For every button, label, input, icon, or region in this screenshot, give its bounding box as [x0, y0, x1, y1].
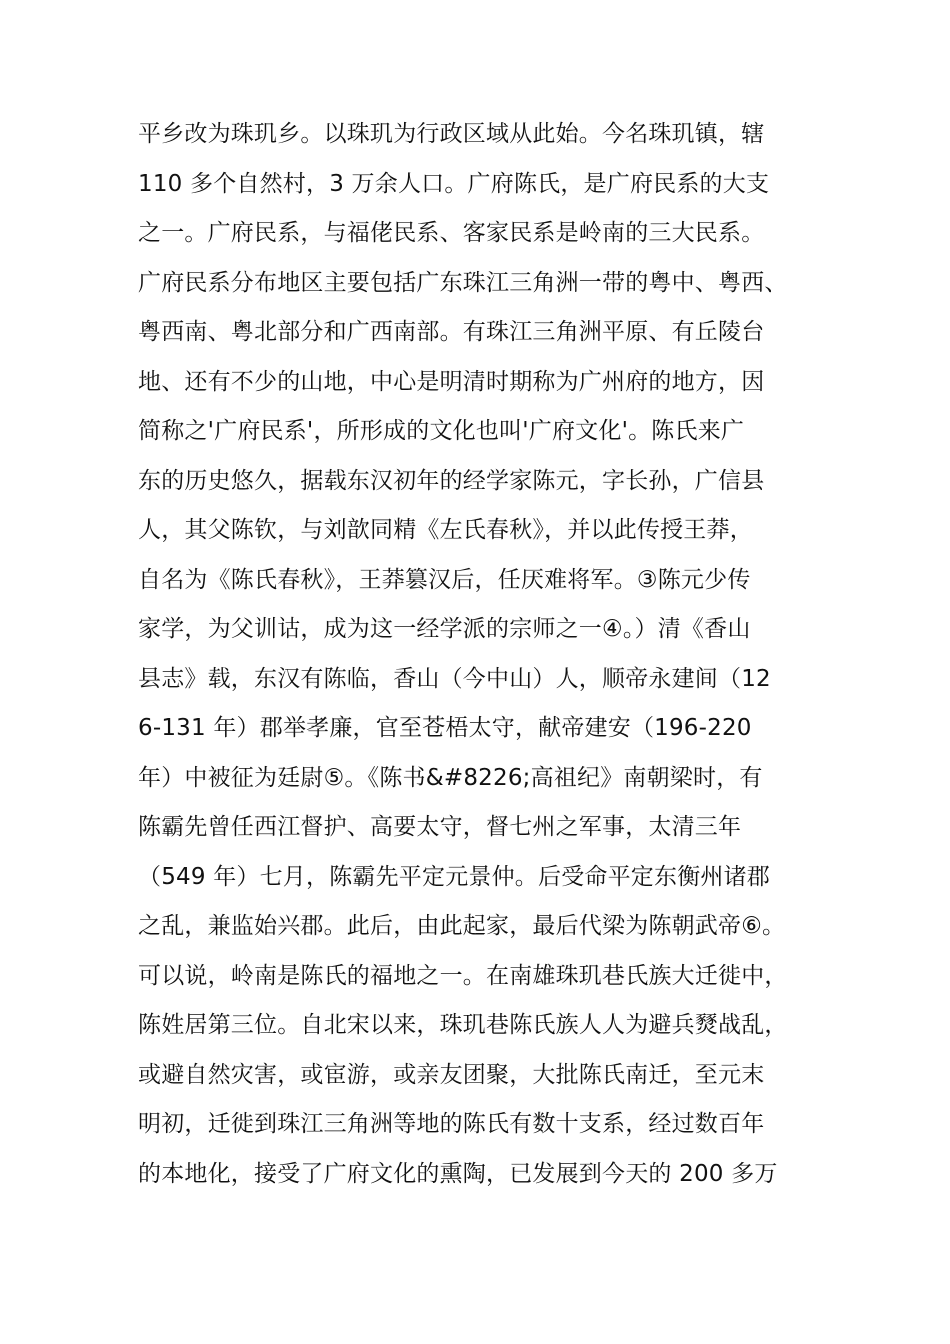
text-line-16: （549 年）七月，陈霸先平定元景仲。后受命平定东衡州诸郡	[138, 863, 771, 890]
text-line-21: 明初，迁徙到珠江三角洲等地的陈氏有数十支系，经过数百年	[138, 1111, 765, 1137]
text-line-15: 陈霸先曾任西江督护、高要太守，督七州之军事，太清三年	[138, 814, 742, 840]
text-line-5: 粤西南、粤北部分和广西南部。有珠江三角洲平原、有丘陵台	[138, 319, 765, 345]
text-line-6: 地、还有不少的山地，中心是明清时期称为广州府的地方，因	[138, 368, 765, 395]
text-line-8: 东的历史悠久，据载东汉初年的经学家陈元，字长孙，广信县	[138, 467, 765, 494]
text-line-10: 自名为《陈氏春秋》，王莽篡汉后，任厌难将军。③陈元少传	[138, 566, 751, 593]
text-line-3: 之一。广府民系，与福佬民系、客家民系是岭南的三大民系。	[138, 220, 765, 246]
body-text	[138, 110, 838, 1199]
text-line-18: 可以说，岭南是陈氏的福地之一。在南雄珠玑巷氏族大迁徙中，	[138, 962, 788, 989]
text-line-12: 县志》载，东汉有陈临，香山（今中山）人，顺帝永建间（12	[138, 665, 771, 692]
text-line-14: 年）中被征为廷尉⑤。《陈书&#8226;高祖纪》南朝梁时，有	[138, 764, 763, 791]
text-line-17: 之乱，兼监始兴郡。此后，由此起家，最后代梁为陈朝武帝⑥。	[138, 913, 786, 939]
text-line-20: 或避自然灾害，或宦游，或亲友团聚，大批陈氏南迁，至元末	[138, 1061, 765, 1088]
text-line-13: 6-131 年）郡举孝廉，官至苍梧太守，献帝建安（196-220	[138, 715, 752, 741]
text-line-7: 简称之'广府民系'，所形成的文化也叫'广府文化'。陈氏来广	[138, 418, 745, 444]
text-line-11: 家学，为父训诂，成为这一经学派的宗师之一④。）清《香山	[138, 616, 751, 642]
text-line-2: 110 多个自然村，3 万余人口。广府陈氏，是广府民系的大支	[138, 170, 770, 197]
text-line-1: 平乡改为珠玑乡。以珠玑为行政区域从此始。今名珠玑镇，辖	[138, 121, 765, 147]
text-line-19: 陈姓居第三位。自北宋以来，珠玑巷陈氏族人人为避兵燹战乱，	[138, 1012, 788, 1038]
text-line-4: 广府民系分布地区主要包括广东珠江三角洲一带的粤中、粤西、	[138, 269, 788, 296]
text-line-22: 的本地化，接受了广府文化的熏陶，已发展到今天的 200 多万	[138, 1160, 778, 1187]
text-line-9: 人，其父陈钦，与刘歆同精《左氏春秋》，并以此传授王莽，	[138, 517, 753, 543]
